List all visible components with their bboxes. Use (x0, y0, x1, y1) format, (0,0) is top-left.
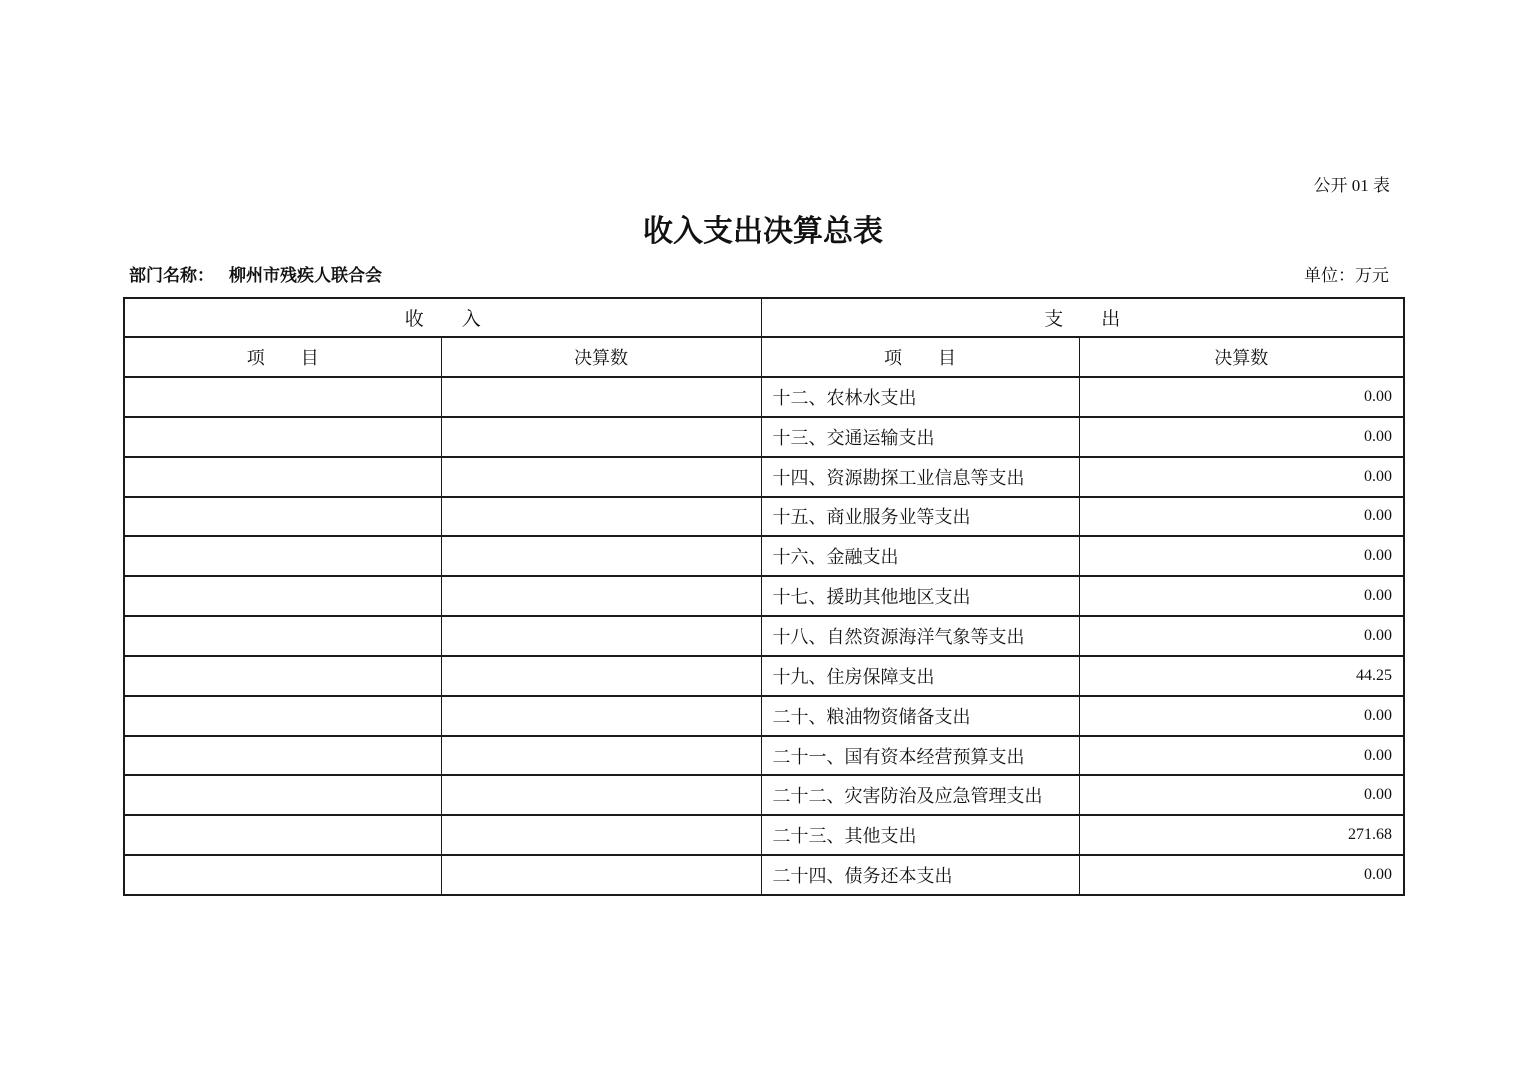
expense-item-cell: 十五、商业服务业等支出 (761, 497, 1079, 537)
table-row (124, 616, 1404, 656)
income-amount-cell (441, 417, 761, 457)
doc-code-label: 公开 01 表 (1313, 176, 1390, 195)
expense-item-cell: 二十三、其他支出 (761, 815, 1079, 855)
income-amount-cell (441, 696, 761, 736)
section-header-row (124, 298, 1404, 337)
income-item-cell (124, 815, 441, 855)
expense-amount-column-header: 决算数 (1079, 337, 1404, 377)
expense-item-cell: 二十一、国有资本经营预算支出 (761, 736, 1079, 776)
expense-item-cell: 二十、粮油物资储备支出 (761, 696, 1079, 736)
expense-amount-cell: 0.00 (1079, 576, 1404, 616)
income-amount-cell (441, 775, 761, 815)
income-amount-column-header: 决算数 (441, 337, 761, 377)
expense-item-cell: 十九、住房保障支出 (761, 656, 1079, 696)
table-row (124, 736, 1404, 776)
income-section-header: 收 入 (124, 298, 761, 337)
table-row (124, 656, 1404, 696)
expense-amount-cell: 0.00 (1079, 696, 1404, 736)
income-item-cell (124, 497, 441, 537)
expense-amount-cell: 0.00 (1079, 497, 1404, 537)
column-header-row (124, 337, 1404, 377)
income-amount-cell (441, 377, 761, 417)
income-amount-cell (441, 815, 761, 855)
income-amount-cell (441, 656, 761, 696)
department-name: 柳州市残疾人联合会 (229, 266, 382, 285)
expense-item-cell: 二十二、灾害防治及应急管理支出 (761, 775, 1079, 815)
income-amount-cell (441, 457, 761, 497)
table-row (124, 417, 1404, 457)
expense-amount-cell: 44.25 (1079, 656, 1404, 696)
expense-item-column-header: 项 目 (761, 337, 1079, 377)
table-row (124, 815, 1404, 855)
table-row (124, 576, 1404, 616)
table-row (124, 457, 1404, 497)
income-amount-cell (441, 855, 761, 895)
income-item-cell (124, 536, 441, 576)
expense-amount-cell: 0.00 (1079, 457, 1404, 497)
income-amount-cell (441, 497, 761, 537)
table-row (124, 855, 1404, 895)
income-item-cell (124, 696, 441, 736)
table-body (124, 377, 1404, 895)
department-label: 部门名称： (129, 266, 214, 285)
income-item-cell (124, 377, 441, 417)
expense-amount-cell: 0.00 (1079, 536, 1404, 576)
expense-amount-cell: 0.00 (1079, 377, 1404, 417)
expense-amount-cell: 0.00 (1079, 736, 1404, 776)
table-row (124, 536, 1404, 576)
expense-section-header: 支 出 (761, 298, 1404, 337)
income-item-cell (124, 855, 441, 895)
table-row (124, 775, 1404, 815)
income-item-cell (124, 457, 441, 497)
income-item-cell (124, 616, 441, 656)
expense-amount-cell: 0.00 (1079, 855, 1404, 895)
expense-amount-cell: 271.68 (1079, 815, 1404, 855)
income-item-cell (124, 656, 441, 696)
unit-note: 单位：万元 (1304, 266, 1389, 285)
income-item-cell (124, 736, 441, 776)
expense-item-cell: 十六、金融支出 (761, 536, 1079, 576)
expense-item-cell: 十三、交通运输支出 (761, 417, 1079, 457)
expense-item-cell: 十八、自然资源海洋气象等支出 (761, 616, 1079, 656)
income-item-cell (124, 576, 441, 616)
income-item-column-header: 项 目 (124, 337, 441, 377)
income-item-cell (124, 417, 441, 457)
meta-row (123, 261, 1403, 286)
expense-amount-cell: 0.00 (1079, 616, 1404, 656)
table-row (124, 497, 1404, 537)
expense-amount-cell: 0.00 (1079, 417, 1404, 457)
expense-item-cell: 十二、农林水支出 (761, 377, 1079, 417)
table-row (124, 377, 1404, 417)
page-title: 收入支出决算总表 (643, 215, 883, 248)
income-amount-cell (441, 576, 761, 616)
expense-item-cell: 十七、援助其他地区支出 (761, 576, 1079, 616)
budget-summary-table (123, 297, 1405, 896)
income-item-cell (124, 775, 441, 815)
expense-item-cell: 二十四、债务还本支出 (761, 855, 1079, 895)
income-amount-cell (441, 616, 761, 656)
income-amount-cell (441, 736, 761, 776)
table-row (124, 696, 1404, 736)
expense-item-cell: 十四、资源勘探工业信息等支出 (761, 457, 1079, 497)
income-amount-cell (441, 536, 761, 576)
department-line (129, 261, 382, 286)
expense-amount-cell: 0.00 (1079, 775, 1404, 815)
